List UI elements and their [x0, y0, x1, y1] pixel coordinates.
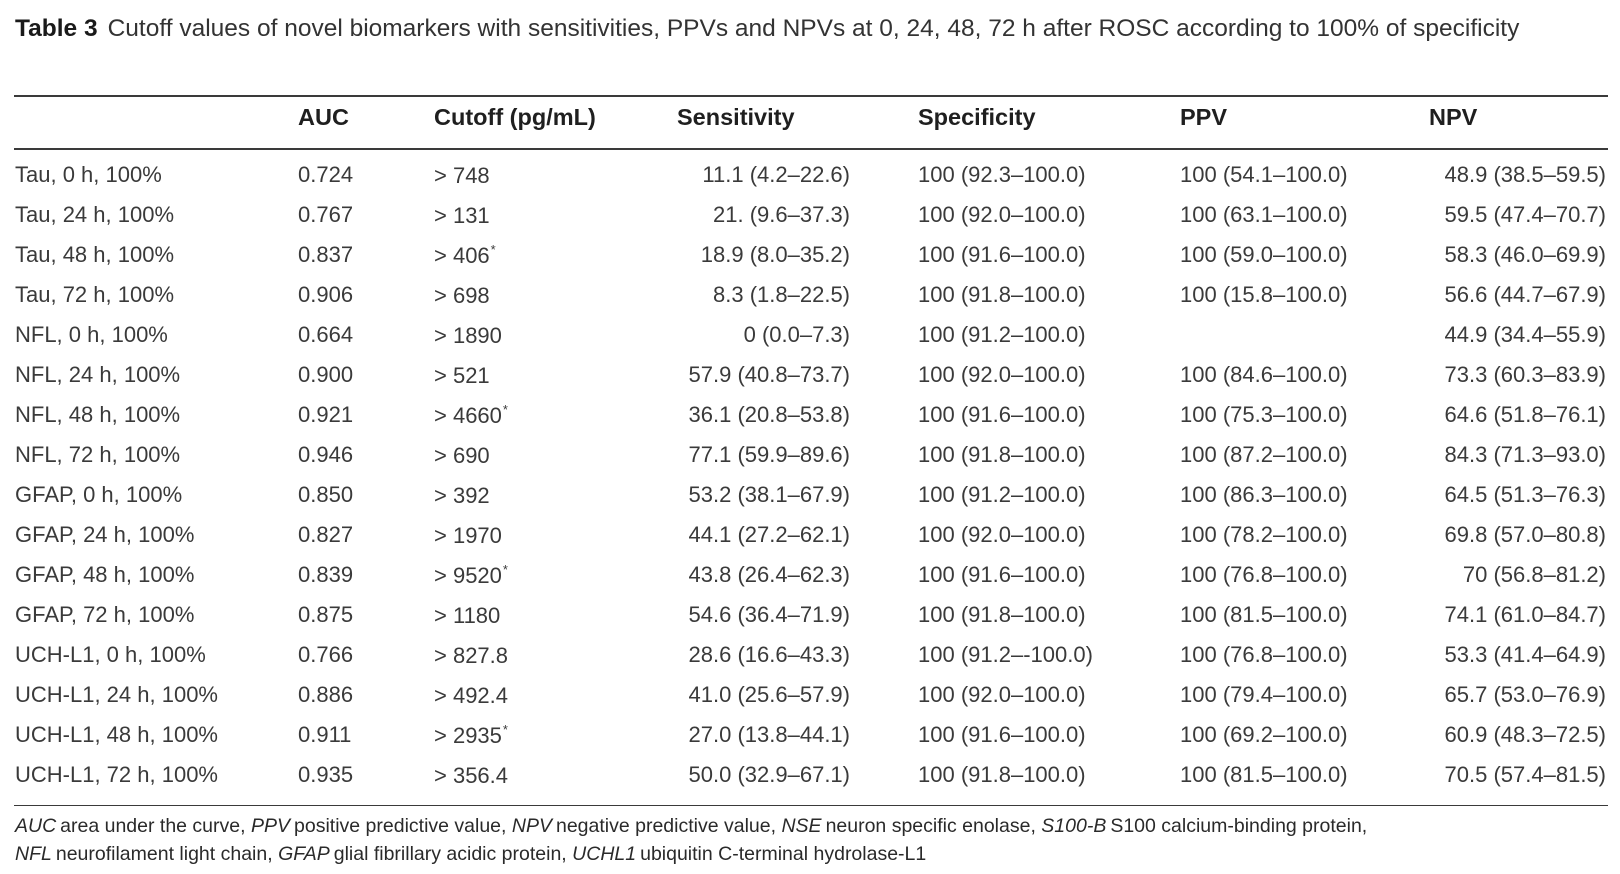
cell-sensitivity: 50.0 (32.9–67.1)	[688, 762, 850, 787]
cell-sensitivity: 57.9 (40.8–73.7)	[688, 362, 850, 387]
cell-specificity: 100 (91.6–100.0)	[918, 722, 1086, 747]
cutoff-value: > 392	[434, 483, 490, 508]
cell-cutoff	[434, 442, 491, 469]
cell-cutoff	[434, 642, 509, 669]
cell-specificity: 100 (91.6–100.0)	[918, 242, 1086, 267]
cell-specificity: 100 (91.6–100.0)	[918, 562, 1086, 587]
header-sensitivity: Sensitivity	[677, 104, 795, 130]
row-label: Tau, 72 h, 100%	[15, 282, 175, 307]
cell-cutoff	[434, 562, 508, 589]
cutoff-value: > 131	[434, 203, 490, 228]
row-label: Tau, 0 h, 100%	[15, 162, 162, 187]
abbreviation-definition: neurofilament light chain,	[55, 843, 279, 865]
cell-npv: 69.8 (57.0–80.8)	[1444, 522, 1606, 547]
cell-ppv: 100 (87.2–100.0)	[1180, 442, 1348, 467]
row-label: NFL, 72 h, 100%	[15, 442, 181, 467]
row-label: NFL, 24 h, 100%	[15, 362, 181, 387]
abbreviation: NPV	[511, 815, 552, 837]
cell-cutoff	[434, 602, 501, 629]
abbreviation-definition: area under the curve,	[60, 815, 251, 837]
cell-npv: 84.3 (71.3–93.0)	[1444, 442, 1606, 467]
abbreviation-definition: ubiquitin C-terminal hydrolase-L1	[640, 843, 927, 865]
cutoff-value: > 690	[434, 443, 490, 468]
cell-cutoff	[434, 162, 491, 189]
cell-npv: 58.3 (46.0–69.9)	[1444, 242, 1606, 267]
table-row	[0, 718, 1620, 758]
cell-specificity: 100 (92.0–100.0)	[918, 682, 1086, 707]
cutoff-value: > 4660	[434, 403, 502, 428]
cell-cutoff	[434, 482, 491, 509]
cell-auc: 0.935	[298, 762, 354, 787]
cell-specificity: 100 (92.3–100.0)	[918, 162, 1086, 187]
table-row	[0, 398, 1620, 438]
cell-specificity: 100 (91.2–-100.0)	[918, 642, 1093, 667]
abbreviation: AUC	[15, 815, 57, 837]
cell-npv: 48.9 (38.5–59.5)	[1444, 162, 1606, 187]
row-label: NFL, 0 h, 100%	[15, 322, 168, 347]
row-label: Tau, 48 h, 100%	[15, 242, 175, 267]
cell-specificity: 100 (92.0–100.0)	[918, 362, 1086, 387]
cutoff-value: > 748	[434, 163, 490, 188]
row-label: UCH-L1, 0 h, 100%	[15, 642, 206, 667]
table-row	[0, 758, 1620, 798]
table-number: Table 3	[15, 15, 98, 42]
cell-sensitivity: 41.0 (25.6–57.9)	[688, 682, 850, 707]
cell-auc: 0.886	[298, 682, 354, 707]
cell-specificity: 100 (91.8–100.0)	[918, 442, 1086, 467]
significance-mark: *	[490, 242, 496, 257]
cell-npv: 44.9 (34.4–55.9)	[1444, 322, 1606, 347]
abbreviation-definition: S100 calcium-binding protein,	[1110, 815, 1368, 837]
cell-sensitivity: 36.1 (20.8–53.8)	[688, 402, 850, 427]
cell-auc: 0.921	[298, 402, 354, 427]
cell-specificity: 100 (91.8–100.0)	[918, 762, 1086, 787]
cell-auc: 0.767	[298, 202, 354, 227]
cutoff-value: > 1970	[434, 523, 502, 548]
cell-npv: 73.3 (60.3–83.9)	[1444, 362, 1606, 387]
abbreviation-definition: positive predictive value,	[294, 815, 512, 837]
abbreviation: PPV	[250, 815, 290, 837]
table-row	[0, 198, 1620, 238]
abbreviation: NFL	[15, 843, 52, 865]
cell-ppv: 100 (86.3–100.0)	[1180, 482, 1348, 507]
row-label: UCH-L1, 48 h, 100%	[15, 722, 218, 747]
cell-auc: 0.839	[298, 562, 354, 587]
cutoff-value: > 698	[434, 283, 490, 308]
cell-cutoff	[434, 322, 503, 349]
abbreviation-definition: negative predictive value,	[555, 815, 782, 837]
cell-auc: 0.766	[298, 642, 354, 667]
cell-ppv: 100 (69.2–100.0)	[1180, 722, 1348, 747]
row-label: GFAP, 24 h, 100%	[15, 522, 195, 547]
abbreviation-definition: neuron specific enolase,	[825, 815, 1042, 837]
cell-ppv: 100 (79.4–100.0)	[1180, 682, 1348, 707]
table-row	[0, 278, 1620, 318]
header-npv: NPV	[1429, 104, 1478, 130]
header-ppv: PPV	[1180, 104, 1228, 130]
cell-auc: 0.900	[298, 362, 354, 387]
cell-sensitivity: 11.1 (4.2–22.6)	[702, 162, 850, 187]
cell-specificity: 100 (91.2–100.0)	[918, 322, 1086, 347]
table-row	[0, 518, 1620, 558]
cell-auc: 0.911	[298, 722, 352, 747]
cell-cutoff	[434, 202, 491, 229]
cell-sensitivity: 21. (9.6–37.3)	[713, 202, 850, 227]
table-row	[0, 558, 1620, 598]
cell-npv: 56.6 (44.7–67.9)	[1444, 282, 1606, 307]
cell-ppv: 100 (81.5–100.0)	[1180, 602, 1348, 627]
cell-auc: 0.724	[298, 162, 354, 187]
header-auc: AUC	[298, 104, 349, 130]
cutoff-value: > 406	[434, 243, 490, 268]
cell-npv: 60.9 (48.3–72.5)	[1444, 722, 1606, 747]
row-label: GFAP, 72 h, 100%	[15, 602, 195, 627]
cell-ppv: 100 (78.2–100.0)	[1180, 522, 1348, 547]
cell-sensitivity: 77.1 (59.9–89.6)	[688, 442, 850, 467]
cutoff-value: > 492.4	[434, 683, 509, 708]
cell-ppv: 100 (76.8–100.0)	[1180, 642, 1348, 667]
row-label: GFAP, 0 h, 100%	[15, 482, 183, 507]
cutoff-value: > 356.4	[434, 763, 509, 788]
cell-sensitivity: 27.0 (13.8–44.1)	[688, 722, 850, 747]
cell-specificity: 100 (91.8–100.0)	[918, 282, 1086, 307]
cell-npv: 59.5 (47.4–70.7)	[1444, 202, 1606, 227]
cell-npv: 70.5 (57.4–81.5)	[1444, 762, 1606, 787]
cell-npv: 65.7 (53.0–76.9)	[1444, 682, 1606, 707]
header-rule	[14, 148, 1608, 150]
cutoff-value: > 1890	[434, 323, 502, 348]
table-footnote	[15, 812, 1605, 868]
top-rule	[14, 95, 1608, 97]
cutoff-value: > 521	[434, 363, 490, 388]
table-row	[0, 638, 1620, 678]
cell-ppv: 100 (75.3–100.0)	[1180, 402, 1348, 427]
header-specificity: Specificity	[918, 104, 1036, 130]
cell-sensitivity: 43.8 (26.4–62.3)	[688, 562, 850, 587]
significance-mark: *	[502, 722, 508, 737]
row-label: UCH-L1, 72 h, 100%	[15, 762, 218, 787]
cell-specificity: 100 (92.0–100.0)	[918, 522, 1086, 547]
cell-sensitivity: 54.6 (36.4–71.9)	[688, 602, 850, 627]
significance-mark: *	[502, 562, 508, 577]
cell-auc: 0.875	[298, 602, 354, 627]
cell-sensitivity: 44.1 (27.2–62.1)	[688, 522, 850, 547]
cell-npv: 74.1 (61.0–84.7)	[1444, 602, 1606, 627]
cell-sensitivity: 53.2 (38.1–67.9)	[688, 482, 850, 507]
row-label: Tau, 24 h, 100%	[15, 202, 175, 227]
cell-auc: 0.827	[298, 522, 354, 547]
cell-specificity: 100 (91.6–100.0)	[918, 402, 1086, 427]
cell-npv: 64.5 (51.3–76.3)	[1444, 482, 1606, 507]
cell-cutoff	[434, 282, 491, 309]
abbreviation-definition: glial fibrillary acidic protein,	[333, 843, 573, 865]
cell-cutoff	[434, 722, 508, 749]
cell-auc: 0.837	[298, 242, 354, 267]
bottom-rule	[14, 805, 1608, 806]
abbreviation: NSE	[781, 815, 822, 837]
table-row	[0, 478, 1620, 518]
cell-npv: 70 (56.8–81.2)	[1462, 562, 1606, 587]
cell-ppv: 100 (54.1–100.0)	[1180, 162, 1348, 187]
row-label: GFAP, 48 h, 100%	[15, 562, 195, 587]
cell-npv: 64.6 (51.8–76.1)	[1444, 402, 1606, 427]
cell-ppv: 100 (81.5–100.0)	[1180, 762, 1348, 787]
cell-sensitivity: 28.6 (16.6–43.3)	[688, 642, 850, 667]
cutoff-value: > 827.8	[434, 643, 509, 668]
cell-sensitivity: 18.9 (8.0–35.2)	[700, 242, 850, 267]
cell-cutoff	[434, 522, 503, 549]
abbreviation: UCHL1	[572, 843, 637, 865]
cell-ppv: 100 (15.8–100.0)	[1180, 282, 1348, 307]
cutoff-value: > 1180	[434, 603, 501, 628]
cell-sensitivity: 8.3 (1.8–22.5)	[713, 282, 850, 307]
cell-npv: 53.3 (41.4–64.9)	[1444, 642, 1606, 667]
cell-ppv: 100 (76.8–100.0)	[1180, 562, 1348, 587]
table-row	[0, 598, 1620, 638]
table-caption	[15, 10, 1607, 47]
cell-specificity: 100 (91.8–100.0)	[918, 602, 1086, 627]
cell-ppv: 100 (63.1–100.0)	[1180, 202, 1348, 227]
cell-ppv: 100 (84.6–100.0)	[1180, 362, 1348, 387]
cell-auc: 0.850	[298, 482, 354, 507]
cutoff-value: > 9520	[434, 563, 502, 588]
cell-cutoff	[434, 762, 509, 789]
table-title: Cutoff values of novel biomarkers with sensitivities, PPVs and NPVs at 0, 24, 48, 72 h after ROSC according to 100% of specificity	[107, 15, 1520, 42]
table-row	[0, 358, 1620, 398]
cell-auc: 0.906	[298, 282, 354, 307]
header-cutoff: Cutoff (pg/mL)	[434, 104, 596, 130]
cell-cutoff	[434, 402, 508, 429]
cell-auc: 0.946	[298, 442, 354, 467]
cell-specificity: 100 (91.2–100.0)	[918, 482, 1086, 507]
row-label: NFL, 48 h, 100%	[15, 402, 181, 427]
cell-auc: 0.664	[298, 322, 354, 347]
significance-mark: *	[502, 402, 508, 417]
cutoff-value: > 2935	[434, 723, 502, 748]
cell-ppv: 100 (59.0–100.0)	[1180, 242, 1348, 267]
cell-cutoff	[434, 682, 509, 709]
row-label: UCH-L1, 24 h, 100%	[15, 682, 218, 707]
table-row	[0, 318, 1620, 358]
table-row	[0, 158, 1620, 198]
table-row	[0, 678, 1620, 718]
cell-sensitivity: 0 (0.0–7.3)	[743, 322, 850, 347]
cell-specificity: 100 (92.0–100.0)	[918, 202, 1086, 227]
table-row	[0, 438, 1620, 478]
cell-cutoff	[434, 362, 491, 389]
table-row	[0, 238, 1620, 278]
cell-cutoff	[434, 242, 496, 269]
abbreviation: S100-B	[1041, 815, 1107, 837]
abbreviation: GFAP	[278, 843, 330, 865]
